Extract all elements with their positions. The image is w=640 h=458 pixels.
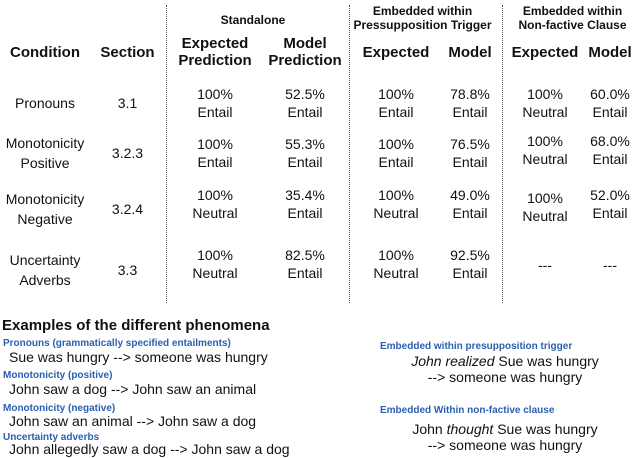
group-header-nonfactive: Embedded within Non-factive Clause <box>518 4 627 32</box>
example-text: John saw a dog --> John saw an animal <box>9 381 257 397</box>
row-condition: Monotonicity Positive <box>5 135 85 171</box>
cell-nonfactive-model: 68.0% Entail <box>590 133 630 167</box>
cell-presup-expected: 100% Entail <box>378 136 414 170</box>
example-text: Sue was hungry --> someone was hungry <box>9 349 268 365</box>
col-header-expected-prediction: Expected Prediction <box>178 35 252 69</box>
col-header-condition: Condition <box>10 44 80 61</box>
row-condition: Uncertainty Adverbs <box>9 252 81 288</box>
col-header-nonfactive-expected: Expected <box>511 44 579 61</box>
cell-standalone-model: 55.3% Entail <box>285 136 325 170</box>
cell-standalone-expected: 100% Entail <box>197 136 233 170</box>
cell-nonfactive-expected: 100% Neutral <box>522 190 568 224</box>
row-section: 3.3 <box>117 262 138 278</box>
column-separator <box>349 5 350 303</box>
cell-nonfactive-model: 52.0% Entail <box>590 187 630 221</box>
cell-presup-expected: 100% Entail <box>378 86 414 120</box>
column-separator <box>166 5 167 303</box>
cell-presup-model: 78.8% Entail <box>450 86 490 120</box>
cell-nonfactive-expected: --- <box>538 257 552 273</box>
col-header-nonfactive-model: Model <box>588 44 632 61</box>
cell-presup-model: 92.5% Entail <box>450 247 490 281</box>
cell-presup-expected: 100% Neutral <box>373 247 419 281</box>
examples-title: Examples of the different phenomena <box>2 317 270 334</box>
row-section: 3.2.4 <box>111 201 144 217</box>
cell-nonfactive-model: --- <box>603 257 617 273</box>
example-label: Embedded Within non-factive clause <box>380 405 555 416</box>
example-text: John allegedly saw a dog --> John saw a dog <box>9 441 290 457</box>
row-section: 3.2.3 <box>111 145 144 161</box>
group-header-standalone: Standalone <box>220 13 286 27</box>
example-text: John realized Sue was hungry --> someone was hungry <box>411 353 599 385</box>
group-header-presupposition: Embedded within Pressupposition Trigger <box>353 4 492 32</box>
example-label: Monotonicity (negative) <box>3 403 116 414</box>
col-header-presup-expected: Expected <box>362 44 430 61</box>
example-label: Uncertainty adverbs <box>3 432 100 443</box>
col-header-section: Section <box>100 44 155 61</box>
row-section: 3.1 <box>117 95 138 111</box>
example-text: John saw an animal --> John saw a dog <box>9 413 257 429</box>
cell-standalone-expected: 100% Entail <box>197 86 233 120</box>
cell-standalone-model: 82.5% Entail <box>285 247 325 281</box>
cell-standalone-expected: 100% Neutral <box>192 247 238 281</box>
example-text: John thought Sue was hungry --> someone was hungry <box>412 421 598 453</box>
example-label: Embedded within presupposition trigger <box>380 341 573 352</box>
cell-nonfactive-expected: 100% Neutral <box>522 133 568 167</box>
cell-nonfactive-expected: 100% Neutral <box>522 86 568 120</box>
cell-standalone-expected: 100% Neutral <box>192 187 238 221</box>
cell-standalone-model: 52.5% Entail <box>285 86 325 120</box>
cell-nonfactive-model: 60.0% Entail <box>590 86 630 120</box>
cell-standalone-model: 35.4% Entail <box>285 187 325 221</box>
row-condition: Pronouns <box>15 95 75 111</box>
example-label: Monotonicity (positive) <box>3 370 113 381</box>
col-header-model-prediction: Model Prediction <box>268 35 342 69</box>
col-header-presup-model: Model <box>448 44 492 61</box>
cell-presup-model: 49.0% Entail <box>450 187 490 221</box>
cell-presup-expected: 100% Neutral <box>373 187 419 221</box>
cell-presup-model: 76.5% Entail <box>450 136 490 170</box>
example-label: Pronouns (grammatically specified entailments) <box>3 338 231 349</box>
row-condition: Monotonicity Negative <box>5 191 85 227</box>
